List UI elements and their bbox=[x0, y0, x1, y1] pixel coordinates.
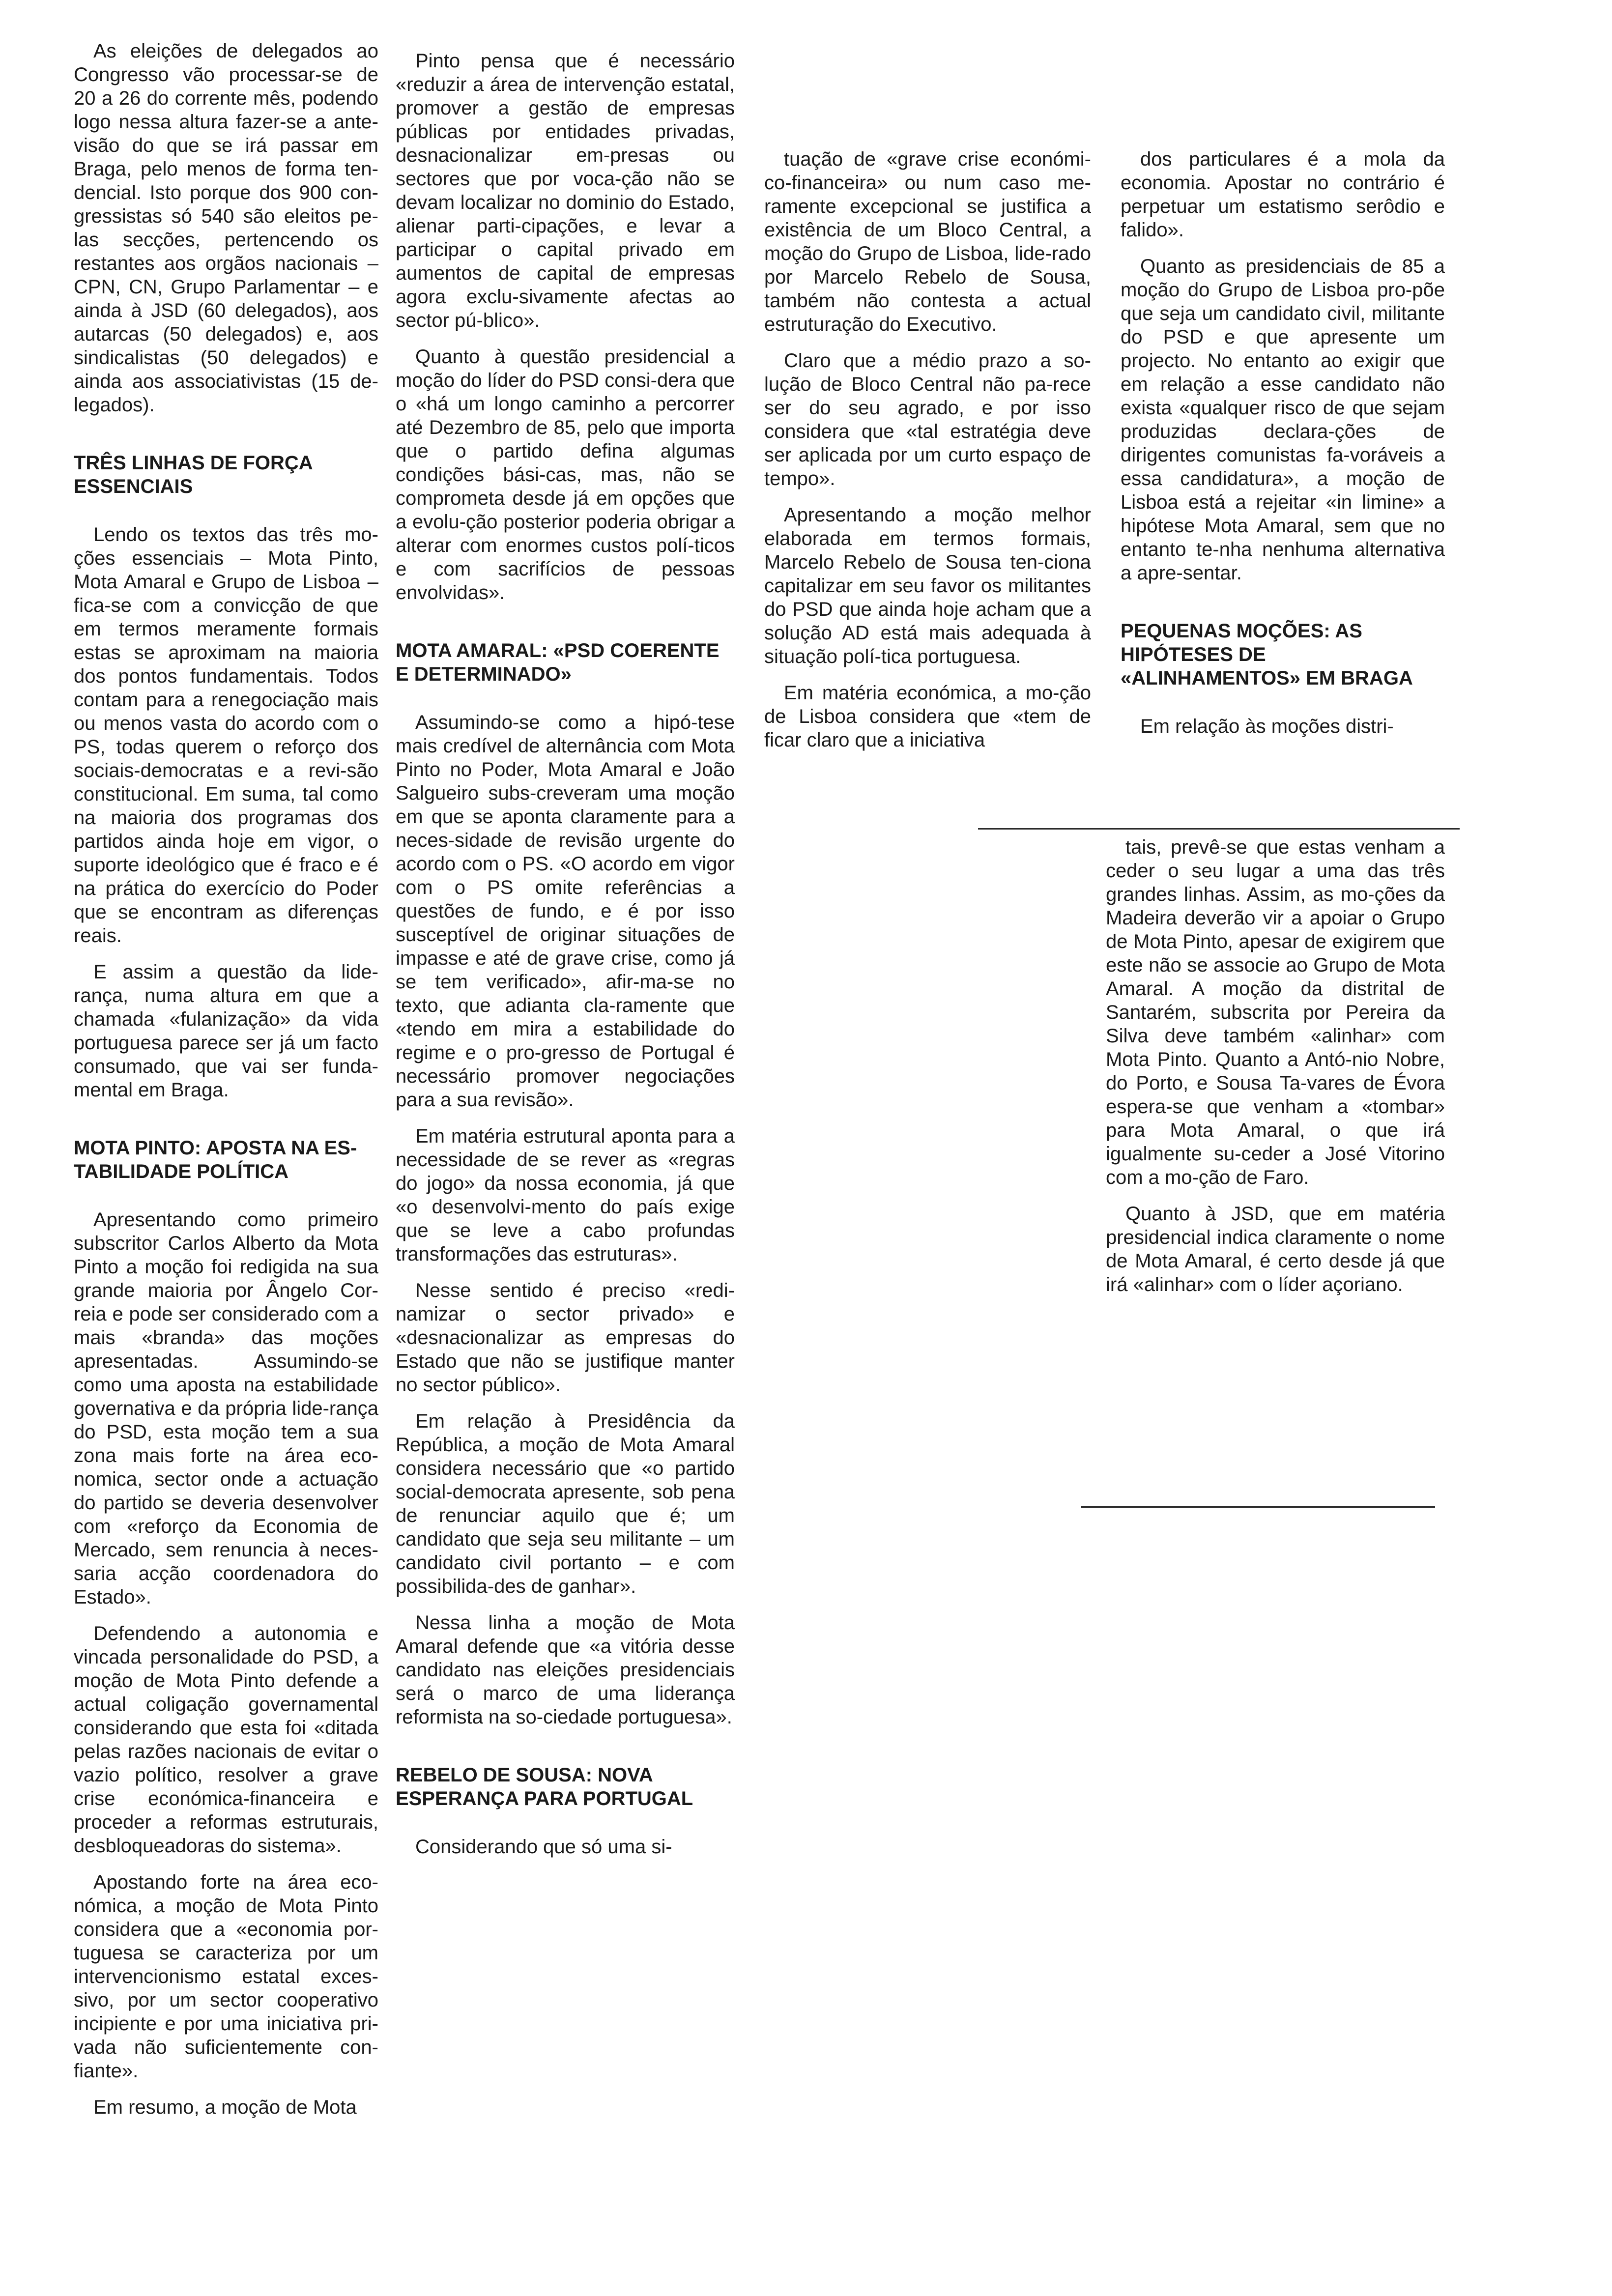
paragraph: Considerando que só uma si- bbox=[415, 1836, 672, 1858]
column-3 bbox=[764, 147, 1091, 765]
paragraph: Apostando forte na área eco-nómica, a moção de Mota Pinto considera que a «economia por-tuguesa se caracteriza por um intervencionismo estatal exces-sivo, por um sector cooperativo incipiente e por uma iniciativa pri-vada não suficientemente con-fiante». bbox=[74, 1871, 378, 2082]
paragraph: Lendo os textos das três mo-ções essenciais – Mota Pinto, Mota Amaral e Grupo de Lisboa – fica-se com a convicção de que em termos meramente formais estas se aproximam na maioria dos pontos fundamentais. Todos contam para a renegociação mais ou menos vasta do acordo com o PS, todas querem o reforço dos sociais-democratas e a revi-são constitucional. Em suma, tal como na maioria dos programas dos partidos ainda hoje em vigor, o suporte ideológico que é fraco e é na prática do exercício do Poder que se encontram as diferenças reais. bbox=[74, 524, 378, 947]
paragraph: Pinto pensa que é necessário «reduzir a área de intervenção estatal, promover a gestão de empresas públicas por entidades privadas, desnacionalizar em-presas ou sectores que por voca-ção não se devam localizar no dominio do Estado, alienar parti-cipações, e levar a participar o capital privado em aumentos de capital de empresas agora exclu-sivamente afectas ao sector pú-blico». bbox=[396, 50, 735, 331]
section-heading: TRÊS LINHAS DE FORÇA ESSENCIAIS bbox=[74, 452, 313, 497]
paragraph: Em relação às moções distri- bbox=[1140, 716, 1394, 737]
section-heading: MOTA PINTO: APOSTA NA ES-TABILIDADE POLÍTICA bbox=[74, 1137, 357, 1182]
paragraph: Em matéria estrutural aponta para a necessidade de se rever as «regras do jogo» da nossa economia, já que «o desenvolvi-mento do país exige que se leve a cabo profundas transformações das estruturas». bbox=[396, 1125, 735, 1265]
paragraph: Em matéria económica, a mo-ção de Lisboa considera que «tem de ficar claro que a iniciativa bbox=[764, 682, 1091, 751]
divider bbox=[1081, 1506, 1435, 1508]
column-1 bbox=[74, 39, 378, 2132]
paragraph: E assim a questão da lide-rança, numa altura em que a chamada «fulanização» da vida portuguesa parece ser já um facto consumado, que vai ser funda-mental em Braga. bbox=[74, 961, 378, 1101]
paragraph: Assumindo-se como a hipó-tese mais credível de alternância com Mota Pinto no Poder, Mota Amaral e João Salgueiro subs-creveram uma moção em que se aponta claramente para a neces-sidade de revisão urgente do acordo com o PS. «O acordo em vigor com o PS omite referências a questões de fundo, e é por isso susceptível de originar situações de impasse e até de grave crise, como já se tem verificado», afir-ma-se no texto, que adianta cla-ramente que «tendo em mira a estabilidade do regime e o pro-gresso de Portugal é necessário promover negociações para a sua revisão». bbox=[396, 712, 735, 1111]
paragraph: Defendendo a autonomia e vincada personalidade do PSD, a moção de Mota Pinto defende a actual coligação governamental considerando que esta foi «ditada pelas razões nacionais de evitar o vazio político, resolver a grave crise económica-financeira e proceder a reformas estruturais, desbloqueadoras do sistema». bbox=[74, 1623, 378, 1857]
paragraph: Quanto as presidenciais de 85 a moção do Grupo de Lisboa pro-põe que seja um candidato civil, militante do PSD e que apresente um projecto. No entanto ao exigir que em relação a esse candidato não exista «qualquer risco de que sejam produzidas declara-ções de dirigentes comunistas fa-voráveis a essa candidatura», a moção de Lisboa está a rejeitar «in limine» a hipótese Mota Amaral, sem que no entanto te-nha nenhuma alternativa a apre-sentar. bbox=[1121, 256, 1445, 584]
paragraph: Apresentando a moção melhor elaborada em termos formais, Marcelo Rebelo de Sousa ten-ciona capitalizar em seu favor os militantes do PSD que ainda hoje acham que a solução AD está mais adequada à situação polí-tica portuguesa. bbox=[764, 504, 1091, 667]
paragraph: tuação de «grave crise económi-co-financeira» ou num caso me-ramente excepcional se justifica a existência de um Bloco Central, a moção do Grupo de Lisboa, lide-rado por Marcelo Rebelo de Sousa, também não contesta a actual estruturação do Executivo. bbox=[764, 148, 1091, 335]
section-heading: PEQUENAS MOÇÕES: AS HIPÓTESES DE «ALINHAMENTOS» EM BRAGA bbox=[1121, 620, 1413, 689]
paragraph: Nessa linha a moção de Mota Amaral defende que «a vitória desse candidato nas eleições presidenciais será o marco de uma liderança reformista na so-ciedade portuguesa». bbox=[396, 1612, 735, 1728]
column-4-continued bbox=[1106, 835, 1445, 1309]
column-4 bbox=[1121, 147, 1445, 751]
section-heading: MOTA AMARAL: «PSD COERENTE E DETERMINADO» bbox=[396, 640, 720, 685]
paragraph: dos particulares é a mola da economia. Apostar no contrário é perpetuar um estatismo serôdio e falido». bbox=[1121, 148, 1445, 241]
section-heading: REBELO DE SOUSA: NOVA ESPERANÇA PARA PORTUGAL bbox=[396, 1764, 693, 1809]
paragraph: Nesse sentido é preciso «redi-namizar o sector privado» e «desnacionalizar as empresas do Estado que não se justifique manter no sector público». bbox=[396, 1280, 735, 1396]
paragraph: Claro que a médio prazo a so-lução de Bloco Central não pa-rece ser do seu agrado, e por isso considera que «tal estratégia deve ser aplicada por um curto espaço de tempo». bbox=[764, 350, 1091, 489]
divider bbox=[978, 828, 1460, 830]
column-2 bbox=[396, 49, 735, 1871]
paragraph: tais, prevê-se que estas venham a ceder o seu lugar a uma das três grandes linhas. Assim, as mo-ções da Madeira deverão vir a apoiar o Grupo de Mota Pinto, apesar de exigirem que este não se associe ao Grupo de Mota Amaral. A moção da distrital de Santarém, subscrita por Pereira da Silva deve também «alinhar» com Mota Pinto. Quanto a Antó-nio Nobre, do Porto, e Sousa Ta-vares de Évora espera-se que venham a «tombar» para Mota Amaral, o que irá igualmente su-ceder a José Vitorino com a mo-ção de Faro. bbox=[1106, 836, 1445, 1188]
paragraph: Quanto à questão presidencial a moção do líder do PSD consi-dera que o «há um longo caminho a percorrer até Dezembro de 85, pelo que importa que o partido defina algumas condições bási-cas, mas, não se comprometa desde já em opções que a evolu-ção posterior poderia obrigar a alterar com enormes custos polí-ticos e com sacrifícios de pessoas envolvidas». bbox=[396, 346, 735, 603]
paragraph: Em resumo, a moção de Mota bbox=[93, 2096, 357, 2118]
paragraph: Em relação à Presidência da República, a moção de Mota Amaral considera necessário que «o partido social-democrata apresente, sob pena de renunciar aquilo que é; um candidato que seja seu militante – um candidato civil portanto – e com possibilida-des de ganhar». bbox=[396, 1410, 735, 1597]
paragraph: Quanto à JSD, que em matéria presidencial indica claramente o nome de Mota Amaral, é certo desde já que irá «alinhar» com o líder açoriano. bbox=[1106, 1203, 1445, 1295]
paragraph: Apresentando como primeiro subscritor Carlos Alberto da Mota Pinto a moção foi redigida na sua grande maioria por Ângelo Cor-reia e pode ser considerado com a mais «branda» das moções apresentadas. Assumindo-se como uma aposta na estabilidade governativa e da própria lide-rança do PSD, esta moção tem a sua zona mais forte na área eco-nomica, sector onde a actuação do partido se deveria desenvolver com «reforço da Economia de Mercado, sem renuncia à neces-saria acção coordenadora do Estado». bbox=[74, 1209, 378, 1608]
paragraph: As eleições de delegados ao Congresso vão processar-se de 20 a 26 do corrente mês, podendo logo nessa altura fazer-se a ante-visão do que se irá passar em Braga, pelo menos de forma ten-dencial. Isto porque dos 900 con-gressistas só 540 são eleitos pe-las secções, pertencendo os restantes aos orgãos nacionais – CPN, CN, Grupo Parlamentar – e ainda à JSD (60 delegados), aos autarcas (50 delegados) e, aos sindicalistas (50 delegados) e ainda aos associativistas (15 de-legados). bbox=[74, 40, 378, 416]
